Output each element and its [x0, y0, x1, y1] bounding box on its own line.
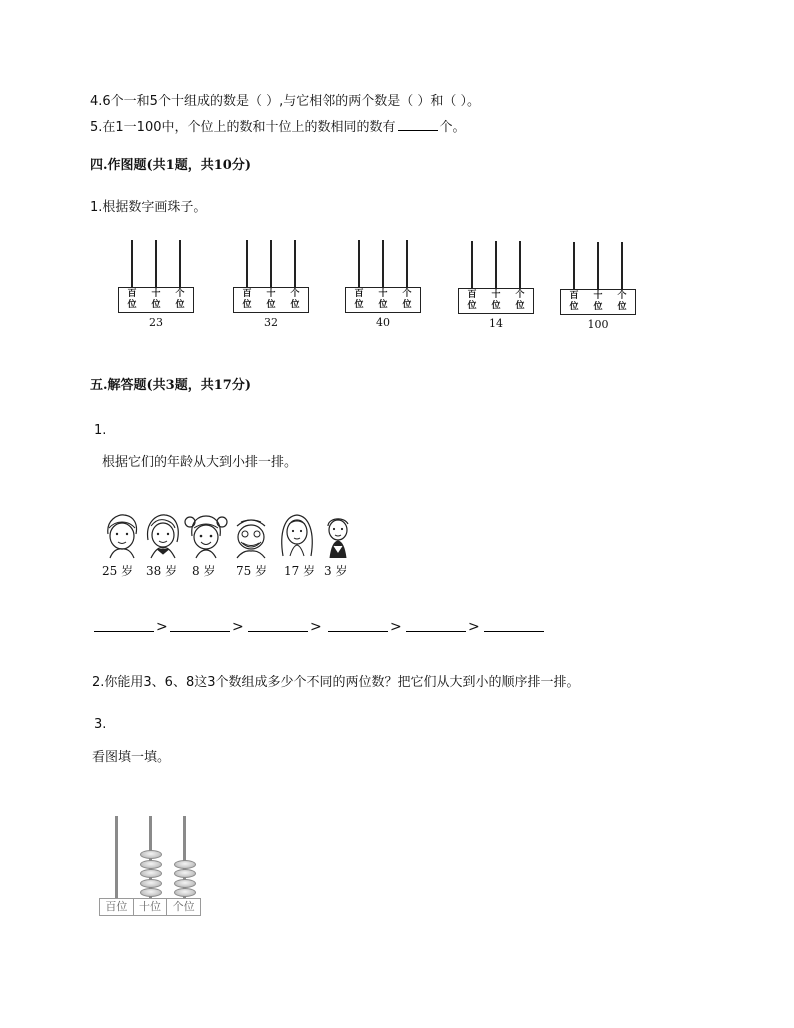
- boy-face-icon: [102, 512, 142, 560]
- abacus-rod[interactable]: [179, 240, 181, 287]
- abacus-frame: [458, 241, 538, 331]
- place-value-label: 十 位: [491, 290, 501, 311]
- bead-abacus: [99, 816, 203, 916]
- place-value-label: 个 位: [617, 291, 627, 312]
- question-3-number: 3.: [94, 717, 107, 732]
- abacus-rod[interactable]: [131, 240, 133, 287]
- greater-than-sign: >: [156, 619, 168, 635]
- abacus-base: [118, 287, 194, 313]
- question-4: [90, 94, 480, 110]
- tens-place-label: 十位: [134, 899, 168, 915]
- abacus-rod[interactable]: [597, 242, 599, 289]
- place-value-label: 十 位: [593, 291, 603, 312]
- abacus-rod[interactable]: [155, 240, 157, 287]
- child-face-icon: [320, 512, 356, 560]
- answer-blank[interactable]: [484, 631, 544, 632]
- abacus-base: [560, 289, 636, 315]
- faces-illustration: [102, 512, 362, 582]
- place-value-labels: [99, 898, 201, 916]
- abacus-rod[interactable]: [358, 240, 360, 287]
- bead: [174, 860, 196, 869]
- abacus-rod[interactable]: [406, 240, 408, 287]
- age-label: 17 岁: [284, 564, 316, 578]
- old-man-face-icon: [229, 512, 273, 560]
- answer-blank[interactable]: [328, 631, 388, 632]
- abacus-number: 40: [376, 316, 390, 329]
- bead: [140, 850, 162, 859]
- bead: [140, 879, 162, 888]
- section-4-question-1: 1.根据数字画珠子。: [90, 200, 207, 215]
- answer-blank[interactable]: [94, 631, 154, 632]
- abacus-base: [345, 287, 421, 313]
- abacus-rod[interactable]: [573, 242, 575, 289]
- greater-than-sign: >: [310, 619, 322, 635]
- bead: [140, 869, 162, 878]
- greater-than-sign: >: [390, 619, 402, 635]
- abacus-base: [458, 288, 534, 314]
- abacus-rod[interactable]: [621, 242, 623, 289]
- question-2: 2.你能用3、6、8这3个数组成多少个不同的两位数？把它们从大到小的顺序排一排。: [92, 675, 580, 690]
- question-5-text-before: 5.在1一100中，个位上的数和十位上的数相同的数有: [90, 120, 396, 135]
- place-value-label: 十 位: [378, 289, 388, 310]
- question-1-number: 1.: [94, 423, 107, 438]
- question-5: [90, 118, 466, 136]
- bead: [174, 888, 196, 897]
- age-label: 75 岁: [236, 564, 268, 578]
- place-value-label: 百 位: [467, 290, 477, 311]
- bead: [174, 879, 196, 888]
- abacus-number: 23: [149, 316, 163, 329]
- abacus-base: [233, 287, 309, 313]
- abacus-rod[interactable]: [382, 240, 384, 287]
- place-value-label: 百 位: [569, 291, 579, 312]
- abacus-number: 32: [264, 316, 278, 329]
- ones-place-label: 个位: [172, 900, 195, 913]
- question-5-text-after: 个。: [439, 120, 466, 135]
- abacus-rod[interactable]: [495, 241, 497, 288]
- place-value-label: 百 位: [127, 289, 137, 310]
- bead: [174, 869, 196, 878]
- abacus-rod[interactable]: [246, 240, 248, 287]
- abacus-rod[interactable]: [471, 241, 473, 288]
- greater-than-sign: >: [232, 619, 244, 635]
- answer-blank[interactable]: [398, 118, 438, 131]
- bead: [140, 860, 162, 869]
- greater-than-sign: >: [468, 619, 480, 635]
- section-4-title: 四.作图题(共1题，共10分): [90, 158, 251, 173]
- abacus-rod[interactable]: [294, 240, 296, 287]
- abacus-frame: [345, 240, 425, 330]
- question-4-text: 4.6个一和5个十组成的数是（ ）,与它相邻的两个数是（ ）和（ ）。: [90, 94, 480, 109]
- abacus-frame: [233, 240, 313, 330]
- question-3-text: 看图填一填。: [92, 750, 171, 765]
- age-label: 3 岁: [324, 564, 348, 578]
- place-value-label: 个 位: [402, 289, 412, 310]
- abacus-frame: [560, 242, 640, 332]
- woman-face-icon: [143, 512, 183, 560]
- place-value-label: 百 位: [354, 289, 364, 310]
- long-hair-girl-icon: [277, 512, 317, 560]
- place-value-label: 个 位: [515, 290, 525, 311]
- answer-blank[interactable]: [248, 631, 308, 632]
- place-value-label: 百 位: [242, 289, 252, 310]
- abacus-rod[interactable]: [270, 240, 272, 287]
- age-label: 25 岁: [102, 564, 134, 578]
- age-label: 8 岁: [192, 564, 216, 578]
- place-value-label: 个 位: [290, 289, 300, 310]
- answer-blank[interactable]: [170, 631, 230, 632]
- abacus-rod[interactable]: [519, 241, 521, 288]
- abacus-number: 100: [587, 318, 609, 331]
- place-value-label: 个 位: [175, 289, 185, 310]
- girl-face-icon: [184, 512, 228, 560]
- section-5-title: 五.解答题(共3题，共17分): [90, 378, 251, 393]
- abacus-frame: [118, 240, 198, 330]
- place-value-label: 十 位: [151, 289, 161, 310]
- age-label: 38 岁: [146, 564, 178, 578]
- hundreds-rod: [115, 816, 118, 898]
- hundreds-place-label: 百位: [100, 899, 134, 915]
- abacus-number: 14: [489, 317, 503, 330]
- place-value-label: 十 位: [266, 289, 276, 310]
- question-1-text: 根据它们的年龄从大到小排一排。: [102, 455, 298, 470]
- answer-blank[interactable]: [406, 631, 466, 632]
- bead: [140, 888, 162, 897]
